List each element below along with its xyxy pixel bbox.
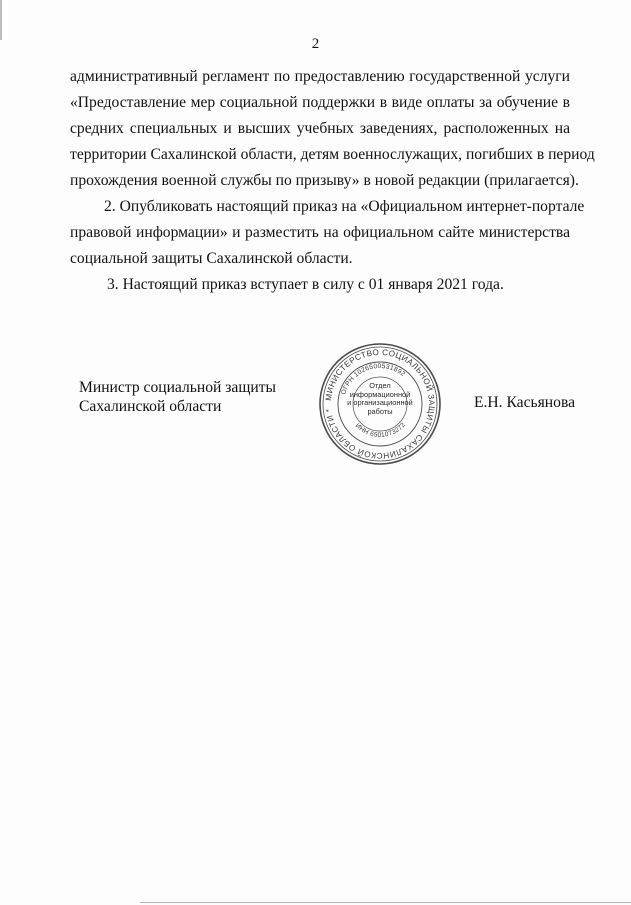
stamp-outer-text: МИНИСТЕРСТВО СОЦИАЛЬНОЙ ЗАЩИТЫ САХАЛИНСКОЙ ОБЛАСТИ * [324,347,437,461]
paragraph-2-line: социальной защиты Сахалинской области. [70,250,353,267]
stamp-inn-text: ИНН 6501073272 [353,421,408,439]
order-body [70,64,595,298]
stamp-center-line: информационной [349,389,411,399]
signatory-position-line: Сахалинской области [79,398,222,415]
paragraph-1 [70,64,595,194]
paragraph-1-line: «Предоставление мер социальной поддержки в виде оплаты за обучение в [70,94,570,111]
page-number: 2 [311,36,320,52]
official-stamp [318,342,442,466]
signatory-name: Е.Н. Касьянова [474,394,576,411]
paragraph-2-line: 2. Опубликовать настоящий приказ на «Официальном интернет-портале [104,198,585,215]
signatory-position-line: Министр социальной защиты [79,379,276,396]
paragraph-2-line: правовой информации» и разместить на официальном сайте министерства [70,224,570,241]
paragraph-1-line: территории Сахалинской области, детям военнослужащих, погибших в период [70,146,595,163]
paragraph-3: 3. Настоящий приказ вступает в силу с 01 января 2021 года. [107,276,504,293]
stamp-center-line: и организационной [347,398,413,408]
signatory-position [79,378,276,416]
paragraph-2 [70,194,585,272]
paragraph-1-line: прохождения военной службы по призыву» в новой редакции (прилагается). [70,172,579,189]
paragraph-1-line: административный регламент по предоставлению государственной услуги [70,68,570,85]
scan-edge-bottom [140,902,631,903]
paragraph-1-line: средних специальных и высших учебных заведениях, расположенных на [70,120,570,137]
stamp-center-text [346,382,414,416]
scan-edge-left [0,0,2,40]
stamp-ogrn-text: ОГРН 1026500531892 [340,362,407,396]
stamp-center-line: работы [367,406,393,416]
stamp-center-line: Отдел [369,381,391,390]
